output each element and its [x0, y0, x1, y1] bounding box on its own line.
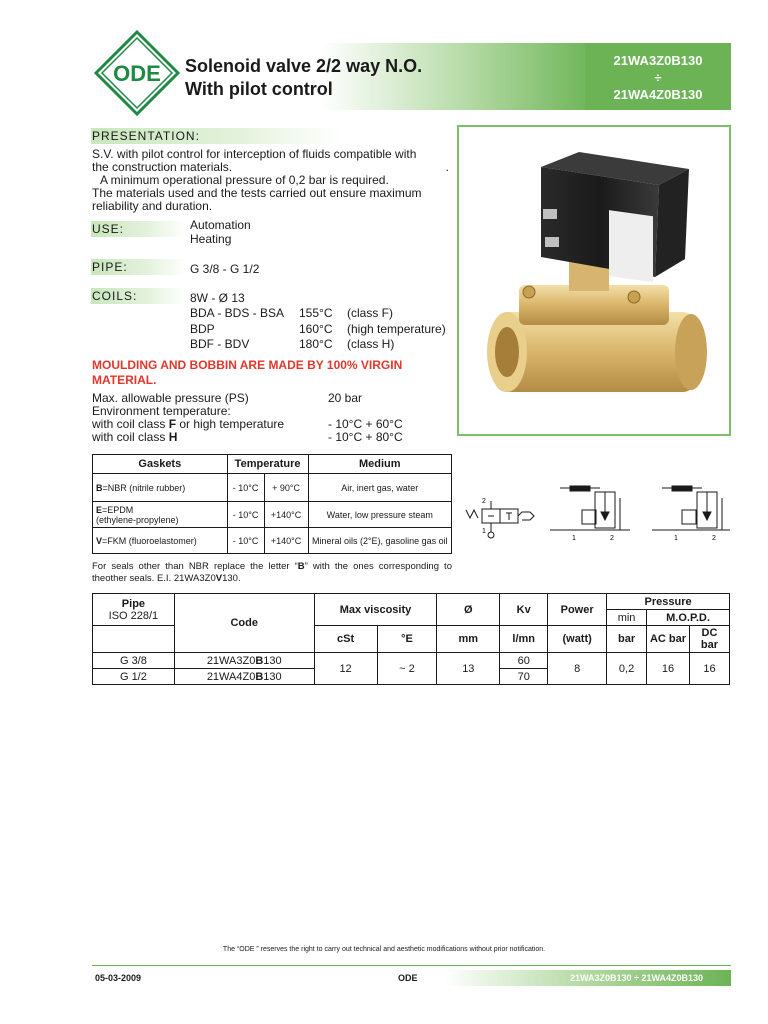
env-temp-label: Environment temperature: — [92, 404, 231, 418]
code-separator: ÷ — [654, 70, 662, 85]
symbol-port-2: 2 — [482, 498, 486, 505]
product-code-box — [585, 43, 731, 110]
presentation-line-3: A minimum operational pressure of 0,2 bar is required. — [100, 173, 389, 187]
kv-value: 70 — [500, 669, 548, 685]
unit-mm: mm — [437, 626, 500, 653]
gaskets-header: Gaskets — [93, 455, 228, 474]
presentation-line-4: The materials used and the tests carried out ensure maximum — [92, 186, 422, 200]
product-code — [174, 653, 314, 669]
seal-note-b: B — [297, 561, 305, 572]
viscosity-header: Max viscosity — [314, 594, 437, 626]
title-line-2: With pilot control — [185, 79, 333, 99]
coil-name-3: BDF - BDV — [190, 337, 250, 351]
temp-min: - 10°C — [227, 502, 264, 528]
diagram-2-port-1: 1 — [674, 535, 678, 542]
diagram-1-port-1: 1 — [572, 535, 576, 542]
pipe-size: G 1/2 — [93, 669, 175, 685]
code-seal-letter: B — [255, 654, 264, 667]
table-row — [93, 474, 452, 502]
coil-class-1: (class F) — [347, 306, 393, 320]
code-line-2: 21WA4Z0B130 — [613, 87, 703, 102]
orifice-diameter: 13 — [437, 653, 500, 685]
mopd-header: M.O.P.D. — [647, 610, 730, 626]
gasket-name — [93, 474, 228, 502]
use-item-automation: Automation — [190, 218, 251, 232]
power-value: 8 — [548, 653, 607, 685]
diameter-header: Ø — [437, 594, 500, 626]
unit-e: °E — [377, 626, 437, 653]
temp-min: - 10°C — [227, 474, 264, 502]
code-seal-letter: B — [255, 670, 264, 683]
seal-replacement-note — [92, 561, 452, 585]
gasket-code: V — [96, 535, 103, 546]
coil-class-3: (class H) — [347, 337, 395, 351]
diagram-1-port-2: 2 — [610, 535, 614, 542]
code-header: Code — [174, 594, 314, 653]
table-row — [93, 502, 452, 528]
logo-text: ODE — [113, 61, 161, 86]
unit-ac-bar: AC bar — [647, 626, 690, 653]
coils-heading: COILS: — [91, 288, 186, 304]
gasket-desc-2: (ethylene-propylene) — [96, 514, 179, 525]
moulding-note: MOULDING AND BOBBIN ARE MADE BY 100% VIRGIN MATERIAL. — [92, 358, 403, 387]
coils-power: 8W - Ø 13 — [190, 291, 245, 305]
viscosity-cst: 12 — [314, 653, 377, 685]
class-f-label-c: or high temperature — [176, 417, 285, 431]
class-h-label-a: with coil class — [92, 430, 169, 444]
symbol-port-1: 1 — [482, 528, 486, 535]
gasket-name — [93, 528, 228, 554]
gasket-name — [93, 502, 228, 528]
coil-class-2: (high temperature) — [347, 322, 446, 336]
footer-divider — [92, 965, 731, 966]
presentation-heading: PRESENTATION: — [91, 128, 341, 144]
kv-value: 60 — [500, 653, 548, 669]
pipe-heading: PIPE: — [91, 259, 186, 275]
valve-symbol — [466, 501, 534, 538]
table-row — [93, 653, 730, 669]
pipe-value: G 3/8 - G 1/2 — [190, 262, 260, 276]
mopd-ac: 16 — [647, 653, 690, 685]
viscosity-e: ~ 2 — [377, 653, 437, 685]
class-f-value: - 10°C + 60°C — [328, 417, 403, 431]
class-h-letter: H — [168, 430, 178, 444]
gasket-code: B — [96, 482, 103, 493]
pressure-header: Pressure — [607, 594, 730, 610]
footer-date: 05-03-2009 — [95, 973, 142, 983]
temp-max: +140°C — [264, 502, 308, 528]
pipe-header — [93, 594, 175, 626]
gasket-code: E — [96, 504, 103, 515]
medium: Air, inert gas, water — [308, 474, 451, 502]
seal-note-e: 130. — [222, 573, 241, 584]
seal-note-d: V — [215, 573, 223, 584]
product-photo-frame — [457, 125, 731, 436]
footer-brand: ODE — [398, 973, 418, 983]
ps-value: 20 bar — [328, 391, 363, 405]
code-suffix: 130 — [263, 670, 282, 683]
coil-name-2: BDP — [190, 322, 215, 336]
temp-max: +140°C — [264, 528, 308, 554]
hydraulic-symbols — [460, 478, 732, 546]
pipe-unit-blank — [93, 626, 175, 653]
presentation-line-5: reliability and duration. — [92, 199, 213, 213]
code-suffix: 130 — [263, 654, 282, 667]
product-code — [174, 669, 314, 685]
presentation-line-1: S.V. with pilot control for interception of fluids compatible with — [92, 147, 417, 161]
diagram-2-port-2: 2 — [712, 535, 716, 542]
class-h-label — [92, 431, 177, 444]
power-header: Power — [548, 594, 607, 626]
medium: Water, low pressure steam — [308, 502, 451, 528]
unit-watt: (watt) — [548, 626, 607, 653]
valve-diagram-1 — [550, 486, 630, 530]
solenoid-valve-image — [459, 127, 729, 434]
class-f-letter: F — [168, 417, 177, 431]
use-heading: USE: — [91, 221, 186, 237]
gaskets-table — [92, 454, 452, 554]
valve-diagram-2 — [652, 486, 730, 530]
medium-header: Medium — [308, 455, 451, 474]
presentation-line-2: the construction materials. — [92, 160, 233, 174]
min-pressure: 0,2 — [607, 653, 647, 685]
unit-cst: cSt — [314, 626, 377, 653]
temp-min: - 10°C — [227, 528, 264, 554]
code-prefix: 21WA3Z0 — [206, 654, 256, 667]
kv-header: Kv — [500, 594, 548, 626]
code-prefix: 21WA4Z0 — [206, 670, 256, 683]
class-f-label-a: with coil class — [92, 417, 169, 431]
gasket-desc: =NBR (nitrile rubber) — [102, 482, 186, 493]
coil-temp-1: 155°C — [299, 306, 333, 320]
coil-temp-2: 160°C — [299, 322, 333, 336]
seal-note-c: ” with the ones corresponding to theother seals. E.I. 21WA3Z0 — [92, 561, 452, 584]
gasket-desc: =FKM (fluoroelastomer) — [102, 535, 197, 546]
temperature-header: Temperature — [227, 455, 308, 474]
coil-name-1: BDA - BDS - BSA — [190, 306, 285, 320]
pipe-header-standard: ISO 228/1 — [108, 609, 159, 622]
pipe-header-label: Pipe — [121, 597, 146, 610]
pipe-size: G 3/8 — [93, 653, 175, 669]
presentation-dot: . — [445, 160, 449, 174]
ps-label: Max. allowable pressure (PS) — [92, 391, 249, 405]
min-header: min — [607, 610, 647, 626]
temp-max: + 90°C — [264, 474, 308, 502]
seal-note-a: For seals other than NBR replace the letter “ — [92, 561, 298, 572]
code-line-1: 21WA3Z0B130 — [613, 53, 703, 68]
gasket-desc: =EPDM — [102, 504, 134, 515]
table-row — [93, 528, 452, 554]
footer-codes: 21WA3Z0B130 ÷ 21WA4Z0B130 — [570, 973, 704, 983]
mopd-dc: 16 — [689, 653, 729, 685]
ode-logo — [94, 30, 180, 116]
title-line-1: Solenoid valve 2/2 way N.O. — [185, 56, 423, 76]
medium: Mineral oils (2°E), gasoline gas oil — [308, 528, 451, 554]
use-item-heating: Heating — [190, 232, 232, 246]
technical-data-table — [92, 593, 730, 685]
disclaimer: The “ODE ” reserves the right to carry out technical and aesthetic modifications without prior notification. — [222, 946, 546, 953]
unit-bar: bar — [607, 626, 647, 653]
unit-dc-bar: DC bar — [689, 626, 729, 653]
coil-temp-3: 180°C — [299, 337, 333, 351]
unit-lmn: l/mn — [500, 626, 548, 653]
class-h-value: - 10°C + 80°C — [328, 430, 403, 444]
presentation-text — [92, 148, 449, 213]
